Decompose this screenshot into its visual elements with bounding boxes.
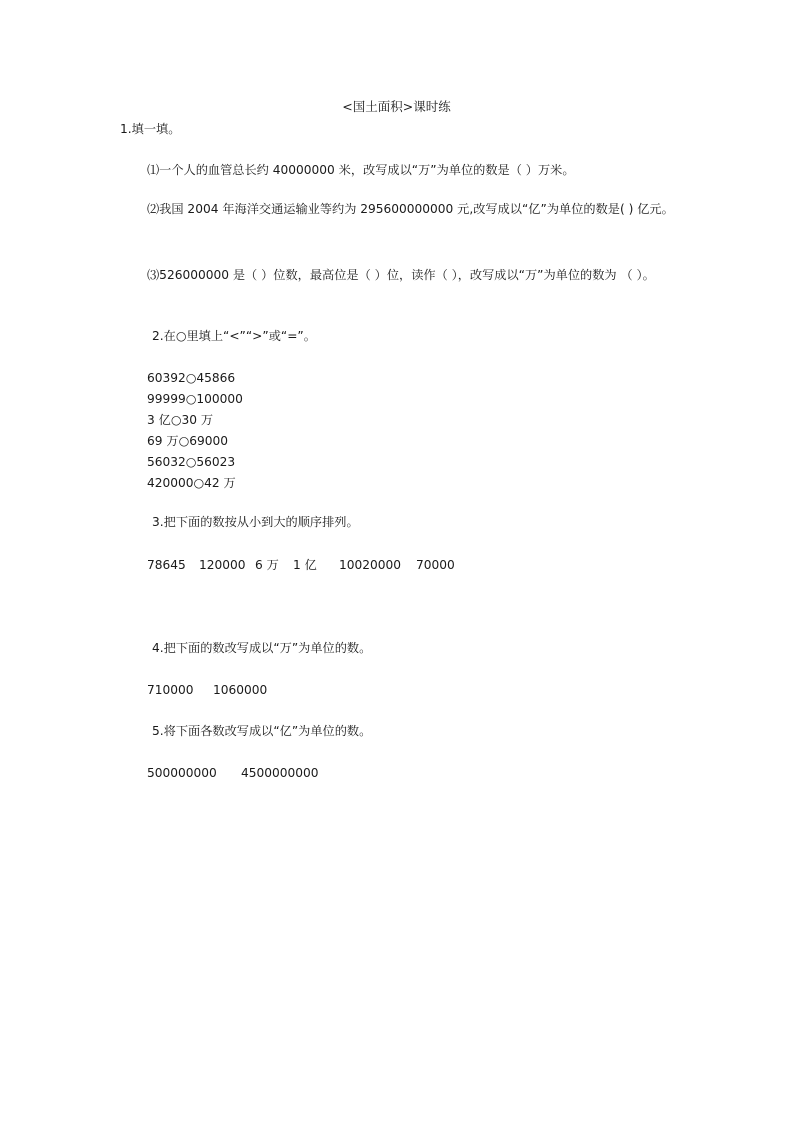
compare-item-3: 3 亿○30 万 — [147, 413, 214, 427]
yi-number-2: 4500000000 — [241, 766, 319, 780]
order-number-4: 1 亿 — [293, 558, 317, 572]
compare-item-6: 420000○42 万 — [147, 476, 236, 490]
page-title: <国土面积>课时练 — [342, 99, 451, 114]
order-number-3: 6 万 — [255, 558, 279, 572]
question-1-3: ⑶526000000 是（ ）位数，最高位是（ ）位，读作（ ），改写成以“万”为单位的数为 （ ）。 — [147, 268, 655, 282]
question-1-1: ⑴一个人的血管总长约 40000000 米，改写成以“万”为单位的数是（ ）万米。 — [147, 163, 575, 177]
section1-heading: 1.填一填。 — [120, 122, 181, 136]
compare-item-5: 56032○56023 — [147, 455, 236, 469]
order-number-2: 120000 — [199, 558, 246, 572]
section2-heading: 2.在○里填上“<”“>”或“=”。 — [152, 329, 316, 343]
section5-heading: 5.将下面各数改写成以“亿”为单位的数。 — [152, 724, 372, 738]
section3-heading: 3.把下面的数按从小到大的顺序排列。 — [152, 515, 359, 529]
order-number-1: 78645 — [147, 558, 186, 572]
wan-number-1: 710000 — [147, 683, 194, 697]
yi-number-1: 500000000 — [147, 766, 217, 780]
compare-item-2: 99999○100000 — [147, 392, 243, 406]
compare-item-1: 60392○45866 — [147, 371, 236, 385]
section4-heading: 4.把下面的数改写成以“万”为单位的数。 — [152, 641, 372, 655]
compare-item-4: 69 万○69000 — [147, 434, 228, 448]
wan-number-2: 1060000 — [213, 683, 268, 697]
order-number-6: 70000 — [416, 558, 455, 572]
order-number-5: 10020000 — [339, 558, 402, 572]
question-1-2: ⑵我国 2004 年海洋交通运输业等约为 295600000000 元,改写成以“亿”为单位的数是( ) 亿元。 — [147, 202, 674, 216]
